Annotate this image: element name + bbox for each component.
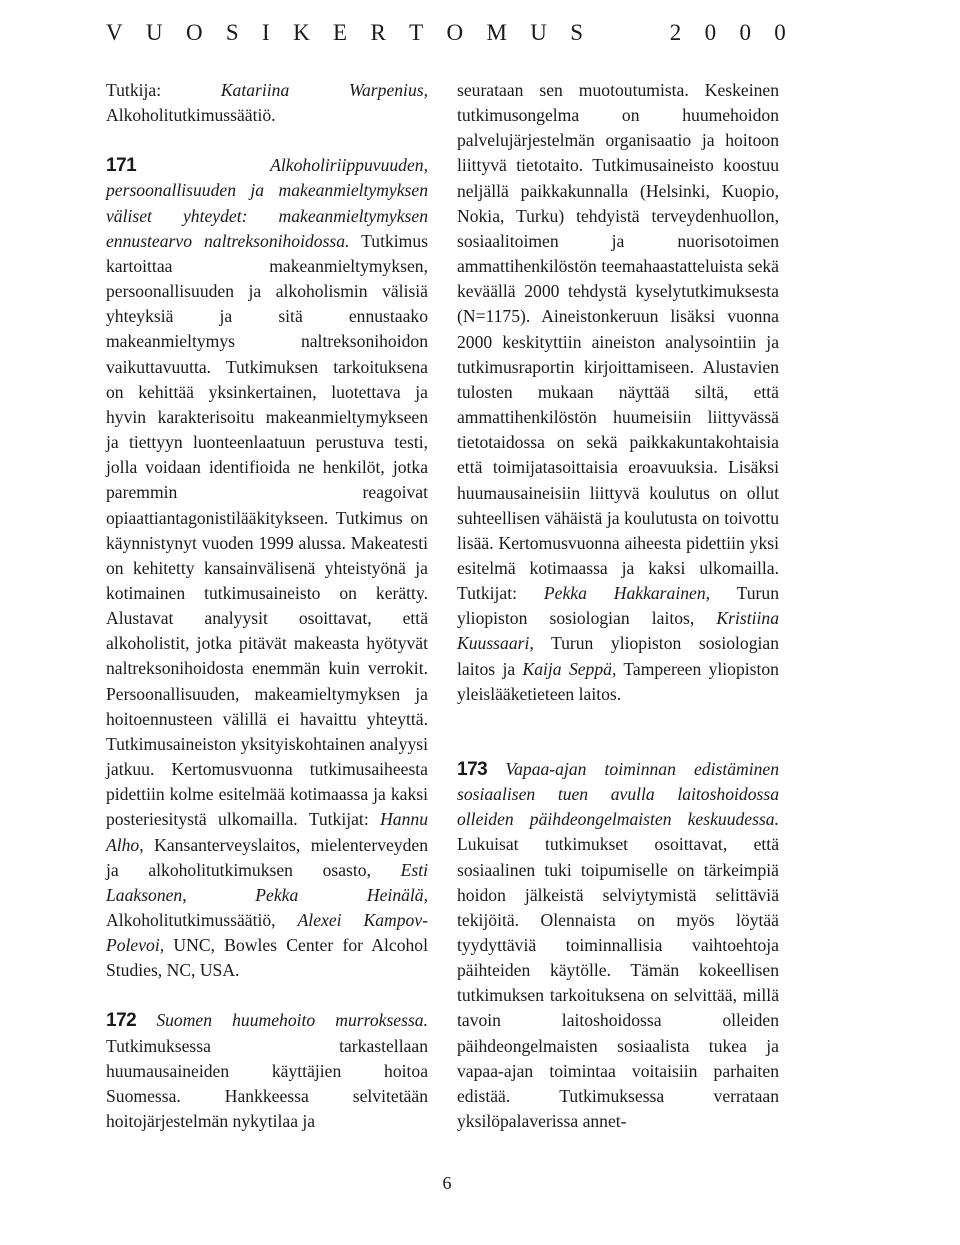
entry-body: Turun yliopiston sosiologian laitos ja xyxy=(457,633,779,679)
researcher-name: Kristiina Kuussaari, xyxy=(457,608,779,654)
researcher-name: Katariina Warpenius, xyxy=(220,80,428,100)
entry-body: Turun yliopiston sosiologian laitos, xyxy=(457,583,779,629)
entry-172-continuation xyxy=(457,78,779,707)
header-letter: V xyxy=(106,20,123,45)
entry-body: UNC, Bowles Center for Alcohol Studies, NC, USA. xyxy=(106,935,428,981)
entry-body: Tutkimus kartoittaa makeanmieltymyksen, persoonallisuuden ja alkoholismin välisiä yhteyksiä ja sitä ennustaako makeanmieltymys naltreksonihoidon vaikuttavuutta. Tutkimuksen tarkoituksena on kehittää yksinkertainen, luotettava ja hyvin karakterisoitu makeanmieltymykseen ja tiettyyn luonteenlaatuun perustuva testi, jolla voidaan identifioida ne henkilöt, jotka paremmin reagoivat opiaattiantagonistilääkitykseen. Tutkimus on käynnistynyt vuoden 1999 alussa. Makeatesti on kehitetty kansainvälisenä yhteistyönä ja kotimainen tutkimusaineisto on kerätty. Alustavat analyysit osoittavat, että alkoholistit, jotka pitävät makeasta hyötyvät naltreksonihoidosta enemmän kuin verrokit. Persoonallisuuden, makeamieltymyksen ja hoitoennusteen välillä ei havaittu yhteyttä. Tutkimusaineiston yksityiskohtainen analyysi jatkuu. Kertomusvuonna tutkimusaiheesta pidettiin kolme esitelmää kotimaassa ja kaksi posteriesitystä ulkomailla. Tutkijat: xyxy=(106,230,428,830)
header-letter: U xyxy=(530,20,547,45)
header-letter: O xyxy=(446,20,464,45)
entry-number: 171 xyxy=(106,155,137,177)
entry-title: Vapaa-ajan toiminnan edistäminen sosiaalisen tuen avulla laitoshoidossa olleiden päihdeongelmaisten keskuudessa. xyxy=(457,758,780,830)
header-letter: K xyxy=(293,20,310,45)
page-number: 6 xyxy=(442,1173,452,1193)
header-letter: U xyxy=(145,20,163,45)
entry-172 xyxy=(106,1008,428,1134)
entry-number: 173 xyxy=(457,758,488,780)
entry-number: 172 xyxy=(106,1010,137,1032)
header-letter: R xyxy=(370,20,386,45)
header-letter: S xyxy=(570,20,584,45)
right-column xyxy=(457,78,779,1134)
researcher-name: Pekka Hakkarainen, xyxy=(543,583,711,604)
credit-affiliation: Alkoholitutkimussäätiö. xyxy=(106,105,276,126)
entry-title: Suomen huumehoito murroksessa. xyxy=(156,1010,428,1031)
entry-body: Kansanterveyslaitos, mielenterveyden ja alkoholitutkimuksen osasto, xyxy=(106,834,428,880)
entry-body: Tutkimuksessa tarkastellaan huumausaineiden käyttäjien hoitoa Suomessa. Hankkeessa selvitetään hoitojärjestelmän nykytilaa ja xyxy=(106,1035,428,1132)
header-letter: I xyxy=(262,20,270,45)
researcher-credit xyxy=(106,78,428,128)
header-year-digit: 0 xyxy=(704,20,717,45)
header-letter: E xyxy=(333,20,348,45)
entry-body: Tampereen yliopiston yleislääketieteen laitos. xyxy=(457,658,779,704)
researcher-name: Esti Laaksonen, Pekka Heinälä, xyxy=(106,859,428,905)
researcher-name: Alexei Kampov-Polevoi, xyxy=(106,910,428,956)
entry-body: Lukuisat tutkimukset osoittavat, että sosiaalinen tuki toipumiselle on tärkeimpiä hoidon jälkeistä selviytymistä selittäviä tekijöitä. Olennaista on myös löytää tyydyttäviä toiminnallisia vaihtoehtoja päihteiden käytölle. Tämän kokeellisen tutkimuksen tarkoituksena on selvittää, millä tavoin laitoshoidossa olleiden päihdeongelmaisten sosiaalista tukea ja vapaa-ajan toimintaa voitaisiin parhaiten edistää. Tutkimuksessa verrataan yksilöpalaverissa annet- xyxy=(457,834,779,1132)
entry-body: seurataan sen muotoutumista. Keskeinen tutkimusongelma on huumehoidon palvelujärjestelmän organisaatio ja hoitoon liittyvä tietotaito. Tutkimusaineisto koostuu neljällä paikkakunnalla (Helsinki, Kuopio, Nokia, Turku) tehdyistä terveydenhuollon, sosiaalitoimen ja nuorisotoimen ammattihenkilöstön teemahaastatteluista sekä keväällä 2000 tehdystä kyselytutkimuksesta (N=1175). Aineistonkeruun lisäksi vuonna 2000 keskityttiin aineiston analysointiin ja tutkimusraportin kirjoittamiseen. Alustavien tulosten mukaan näyttää siltä, että ammattihenkilöstön huumeisiin liittyvässä tietotaidossa on sekä paikkakuntakohtaisia että toimijatasoittaisia eroavuuksia. Lisäksi huumausaineisiin liittyvä koulutus on ollut suhteellisen vähäistä ja koulutusta on toivottu lisää. Kertomusvuonna aiheesta pidettiin yksi esitelmä kotimaassa ja kaksi ulkomailla. Tutkijat: xyxy=(457,80,779,604)
header-letter: M xyxy=(486,20,507,45)
header-year-digit: 2 xyxy=(669,20,682,45)
researcher-name: Kaija Seppä, xyxy=(522,658,617,679)
header-letter: S xyxy=(225,20,239,45)
header-year-digit: 0 xyxy=(774,20,786,45)
entry-173 xyxy=(457,757,779,1134)
running-header xyxy=(106,18,786,48)
header-letter: O xyxy=(185,20,203,45)
researcher-name: Hannu Alho, xyxy=(106,809,428,855)
left-column xyxy=(106,78,428,1134)
header-year-digit: 0 xyxy=(739,20,751,45)
credit-prefix: Tutkija: xyxy=(106,80,221,100)
entry-title: Alkoholiriippuvuuden, persoonallisuuden ja makeanmieltymyksen väliset yhteydet: makeanmieltymyksen ennustearvo naltreksonihoidossa. xyxy=(106,155,428,251)
entry-body: Alkoholitutkimussäätiö, xyxy=(106,910,298,930)
header-letter: T xyxy=(409,20,424,45)
entry-171 xyxy=(106,153,428,983)
